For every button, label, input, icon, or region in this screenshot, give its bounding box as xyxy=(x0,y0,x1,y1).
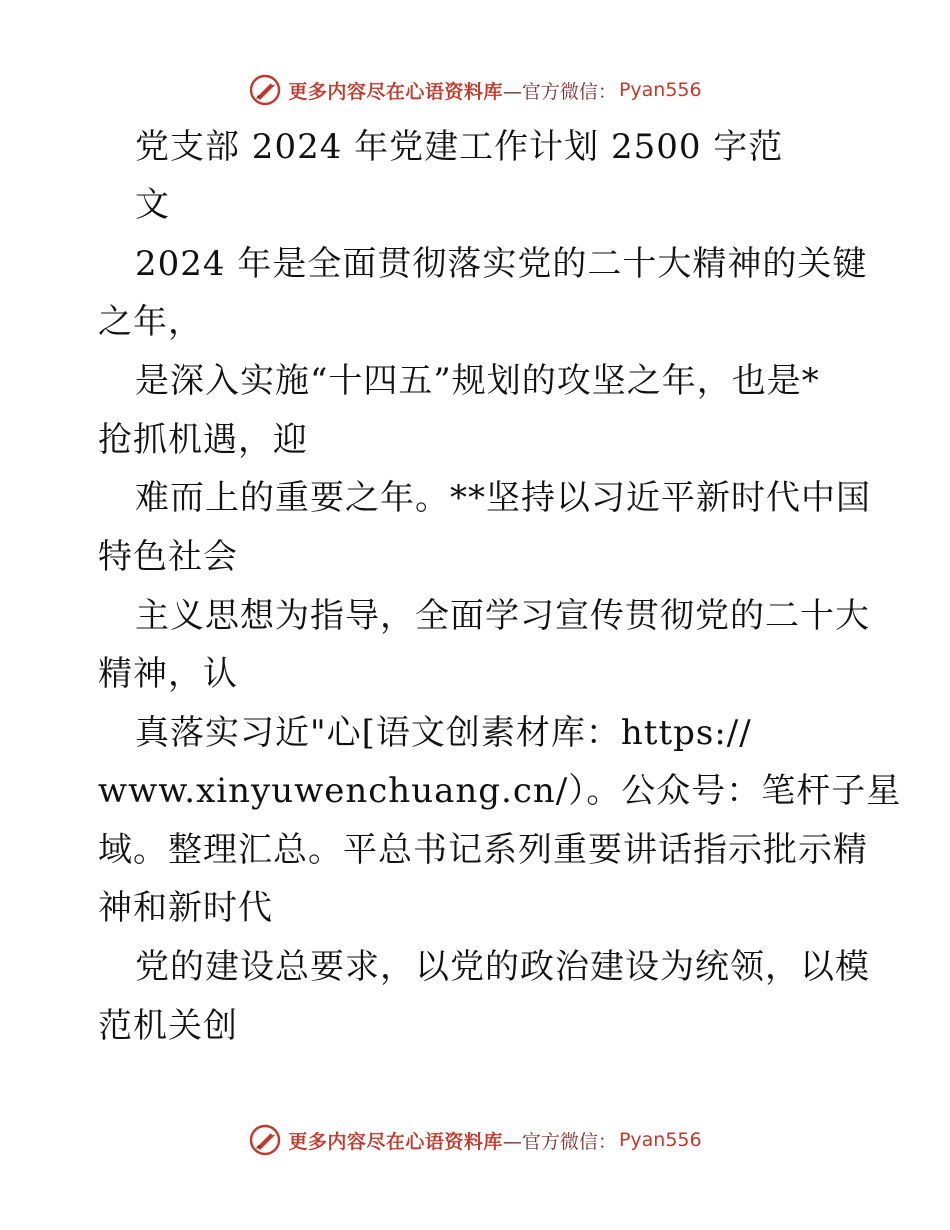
doc-line-9: 主义思想为指导，全面学习宣传贯彻党的二十大 xyxy=(135,596,870,636)
doc-line-3: 2024 年是全面贯彻落实党的二十大精神的关键 xyxy=(135,244,868,284)
doc-line-7: 难而上的重要之年。**坚持以习近平新时代中国 xyxy=(135,478,871,518)
header-separator: —官方微信： xyxy=(502,80,617,103)
footer-banner xyxy=(0,1120,950,1160)
doc-line-14: 神和新时代 xyxy=(98,888,273,928)
quill-pen-logo-icon xyxy=(248,1123,282,1157)
footer-brand: 更多内容尽在心语资料库 xyxy=(288,1130,503,1153)
doc-line-15: 党的建设总要求，以党的政治建设为统领，以模 xyxy=(135,947,870,987)
doc-line-10: 精神，认 xyxy=(98,654,238,694)
doc-title-line-1: 党支部 2024 年党建工作计划 2500 字范 xyxy=(135,127,784,167)
footer-wechat-id: Pyan556 xyxy=(618,1129,702,1151)
quill-pen-logo-icon xyxy=(248,73,282,107)
doc-line-5: 是深入实施“十四五”规划的攻坚之年，也是* xyxy=(135,361,820,401)
doc-line-8: 特色社会 xyxy=(98,537,238,577)
doc-line-13: 域。整理汇总。平总书记系列重要讲话指示批示精 xyxy=(98,830,868,870)
doc-line-16: 范机关创 xyxy=(98,1006,238,1046)
doc-line-6: 抢抓机遇，迎 xyxy=(98,420,308,460)
doc-line-4: 之年， xyxy=(98,302,203,342)
header-brand: 更多内容尽在心语资料库 xyxy=(288,80,503,103)
header-wechat-id: Pyan556 xyxy=(618,79,702,101)
header-banner xyxy=(0,70,950,110)
doc-line-11: 真落实习近"心[语文创素材库：https:// xyxy=(135,713,752,753)
footer-separator: —官方微信： xyxy=(502,1130,617,1153)
doc-line-12: www.xinyuwenchuang.cn/）。公众号：笔杆子星 xyxy=(98,771,902,811)
doc-title-line-2: 文 xyxy=(135,185,170,225)
